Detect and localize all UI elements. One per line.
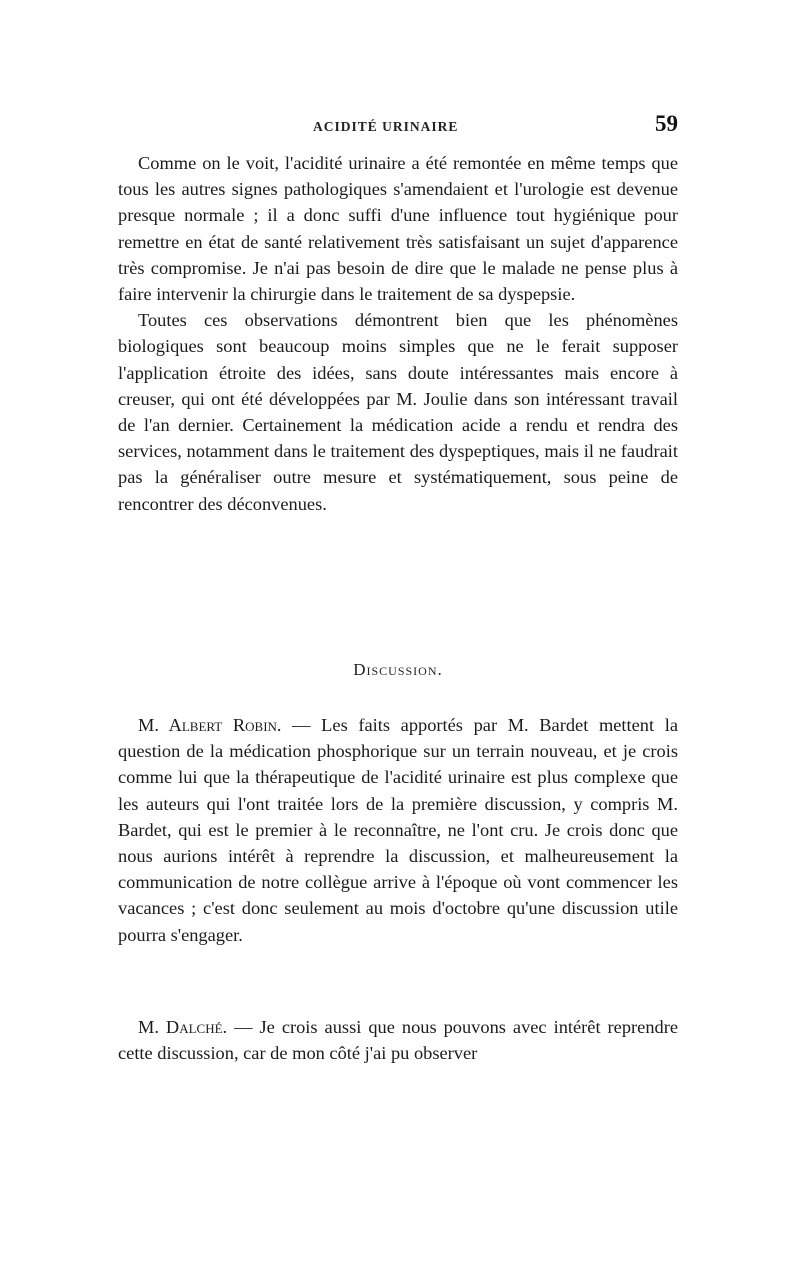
running-title: ACIDITÉ URINAIRE — [313, 119, 459, 134]
paragraph-observation-conclusion: Comme on le voit, l'acidité urinaire a été remontée en même temps que tous les autres signes pathologiques s'amendaient et l'urologie est devenue presque normale ; il a donc suffi d'une influence tout hygiénique pour remettre en état de santé relativement très satisfaisant un sujet d'apparence très compromise. Je n'ai pas besoin de dire que le malade ne pense plus à faire intervenir la chirurgie dans le traitement de sa dyspepsie. — [118, 153, 678, 305]
robin-statement: — Les faits apportés par M. Bardet mettent la question de la médication phosphorique sur un terrain nouveau, et je crois comme lui que la thérapeutique de l'acidité urinaire est plus complexe que les auteurs qui l'ont traitée lors de la première discussion, y compris M. Bardet, qui est le premier à le reconnaître, ne l'ont cru. Je crois donc que nous aurions intérêt à reprendre la discussion, et malheureusement la communication de notre collègue arrive à l'époque où vont commencer les vacances ; c'est donc seulement au mois d'octobre qu'une discussion utile pourra s'engager. — [118, 715, 679, 945]
running-head — [118, 111, 678, 143]
speaker-dalche: M. Dalché. — [138, 1017, 228, 1037]
section-heading-discussion: Discussion. — [353, 660, 443, 679]
dalche-statement: — Je crois aussi que nous pouvons avec intérêt reprendre cette discussion, car de mon côté j'ai pu observer — [118, 1017, 678, 1064]
paragraph-dalche — [118, 1014, 678, 1066]
page-number: 59 — [655, 111, 678, 136]
paragraph-robin — [118, 712, 678, 948]
intervention-robin — [118, 712, 678, 948]
intervention-dalche — [118, 1014, 678, 1066]
speaker-albert-robin: M. Albert Robin. — [138, 715, 282, 735]
paragraph-phenomenes-biologiques: Toutes ces observations démontrent bien que les phénomènes biologiques sont beaucoup moins simples que ne le ferait supposer l'application étroite des idées, sans doute intéressantes mais encore à creuser, qui ont été développées par M. Joulie dans son intéressant travail de l'an dernier. Certainement la médication acide a rendu et rendra des services, notamment dans le traitement des dyspeptiques, mais il ne faudrait pas la généraliser outre mesure et systématiquement, sous peine de rencontrer des déconvenues. — [118, 310, 678, 514]
body-text-top — [118, 150, 678, 517]
